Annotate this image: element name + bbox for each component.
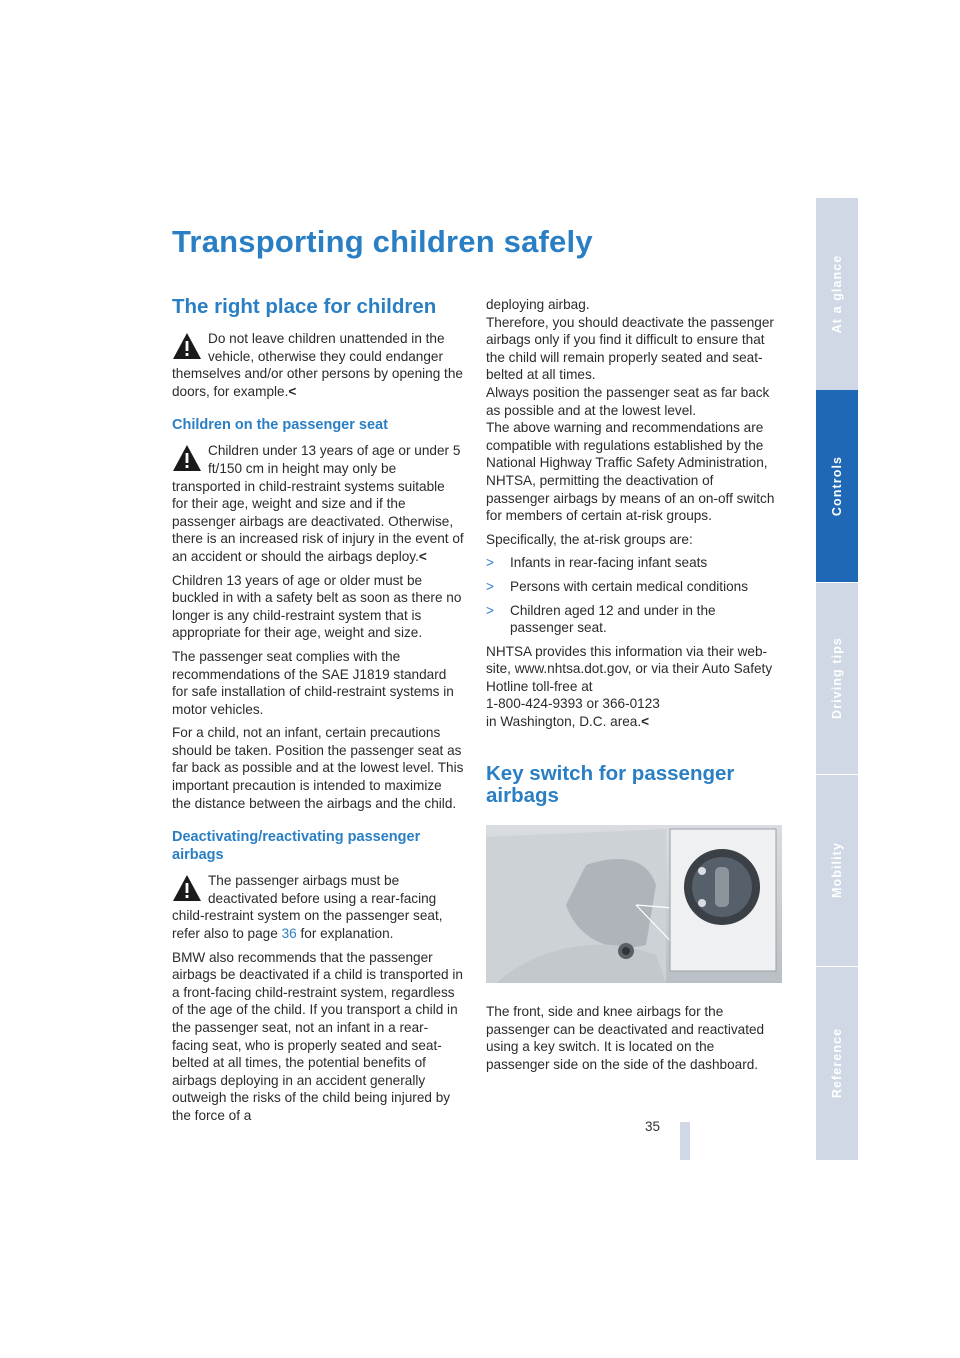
- paragraph-safety-belt: Children 13 years of age or older must be buckled in with a safety belt as soon as there no longer is any child-restraint system that is appropriate for their age, weight and size.: [172, 572, 462, 641]
- paragraph-nhtsa-regulations: The above warning and recommendations are compatible with regulations established by the National Highway Traffic Safety Administration, NHTSA, permitting the deactivation of passenger airbags by means of an on-off switch for members of certain at-risk groups.: [486, 420, 775, 524]
- bullet-marker: >: [486, 602, 494, 618]
- left-column: [172, 296, 464, 1131]
- warning-deactivate-airbags: [172, 872, 464, 942]
- page-number: 35: [644, 1119, 660, 1134]
- warning-text: Children under 13 years of age or under 5 ft/150 cm in height may only be transported in child-restraint systems suitable for their age, weight and size and if the passenger airbags are deactivated. Otherwise, there is an increased risk of injury in the event of an accident or should the airbags deploy.: [172, 443, 464, 564]
- continuation-text: deploying airbag.: [486, 297, 590, 312]
- warning-children-under-13: [172, 442, 464, 565]
- at-risk-groups-list: [486, 554, 778, 636]
- section-sidebar: [816, 198, 858, 1160]
- list-item: [486, 578, 778, 596]
- washington-text: in Washington, D.C. area.: [486, 714, 642, 730]
- warning-icon: [172, 444, 202, 472]
- end-marker: <: [418, 548, 427, 564]
- list-item-text: Persons with certain medical conditions: [510, 578, 749, 594]
- list-item-text: Infants in rear-facing infant seats: [510, 555, 708, 571]
- list-item: [486, 554, 778, 572]
- key-switch-illustration: [486, 825, 782, 983]
- list-item-text: Children aged 12 and under in the passenger seat.: [510, 602, 716, 636]
- end-marker: <: [288, 383, 297, 399]
- tab-at-a-glance[interactable]: [816, 198, 858, 391]
- paragraph-sae-standard: The passenger seat complies with the recommendations of the SAE J1819 standard for safe installation of child-restraint systems in motor vehicles.: [172, 648, 454, 717]
- warning-text: Do not leave children unattended in the vehicle, otherwise they could endanger themselves and/or other persons by opening the doors, for example.: [172, 331, 463, 399]
- warning-text-end: for explanation.: [300, 926, 394, 942]
- tab-label: Mobility: [830, 841, 844, 899]
- paragraph-precautions: For a child, not an infant, certain precautions should be taken. Position the passenger seat as far back as possible and at the lowest level. This important precaution is intended to maximize the distance between the airbags and the child.: [172, 725, 464, 811]
- tab-controls[interactable]: [816, 390, 858, 583]
- list-item: [486, 602, 778, 637]
- warning-icon: [172, 332, 202, 360]
- page-title: Transporting children safely: [172, 224, 593, 259]
- section-heading-right-place: The right place for children: [172, 295, 437, 318]
- warning-text: The passenger airbags must be deactivated before using a rear-facing child-restraint system on the passenger seat, refer also to page: [172, 873, 443, 942]
- tab-label: Driving tips: [830, 637, 844, 719]
- bullet-marker: >: [486, 578, 494, 594]
- end-marker: <: [641, 714, 650, 730]
- paragraph-bmw-recommends: BMW also recommends that the passenger airbags be deactivated if a child is transported in a front-facing child-restraint system, regardless of the age of the child. If you transport a child in the passenger seat, not an infant in a rear-facing seat, who is properly seated and seat-belted at all times, the potential benefits of airbags deploying in an accident generally outweigh the risks of the child being injured by the force of a: [172, 949, 463, 1123]
- paragraph-nhtsa-info: NHTSA provides this information via their web-site, www.nhtsa.dot.gov, or via their Auto Safety Hotline toll-free at: [486, 643, 773, 694]
- warning-icon: [172, 874, 202, 902]
- tab-reference[interactable]: [816, 966, 858, 1160]
- section-heading-key-switch: Key switch for passenger airbags: [486, 761, 735, 807]
- page-number-bar: [680, 1122, 690, 1160]
- subheading-passenger-seat: Children on the passenger seat: [172, 417, 388, 434]
- subheading-deactivating-airbags: Deactivating/reactivating passenger airbags: [172, 829, 421, 864]
- paragraph-seat-position: Always position the passenger seat as far back as possible and at the lowest level.: [486, 384, 770, 418]
- tab-label: Reference: [830, 1027, 844, 1099]
- paragraph-washington: [486, 713, 778, 731]
- tab-driving-tips[interactable]: [816, 582, 858, 775]
- tab-mobility[interactable]: [816, 774, 858, 967]
- phone-numbers: 1-800-424-9393 or 366-0123: [486, 696, 660, 712]
- bullet-marker: >: [486, 555, 494, 571]
- tab-label: At a glance: [830, 254, 844, 334]
- figure-caption: The front, side and knee airbags for the passenger can be deactivated and reactivated using a key switch. It is located on the passenger side on the side of the dashboard.: [486, 1004, 765, 1073]
- tab-label: Controls: [830, 455, 844, 517]
- right-column: [486, 296, 778, 1080]
- paragraph-at-risk-intro: Specifically, the at-risk groups are:: [486, 531, 693, 547]
- paragraph-therefore: Therefore, you should deactivate the passenger airbags only if you find it difficult to ensure that the child will remain properly seated and seat-belted at all times.: [486, 314, 774, 383]
- warning-unattended: [172, 330, 464, 400]
- page-reference-link[interactable]: 36: [281, 926, 297, 942]
